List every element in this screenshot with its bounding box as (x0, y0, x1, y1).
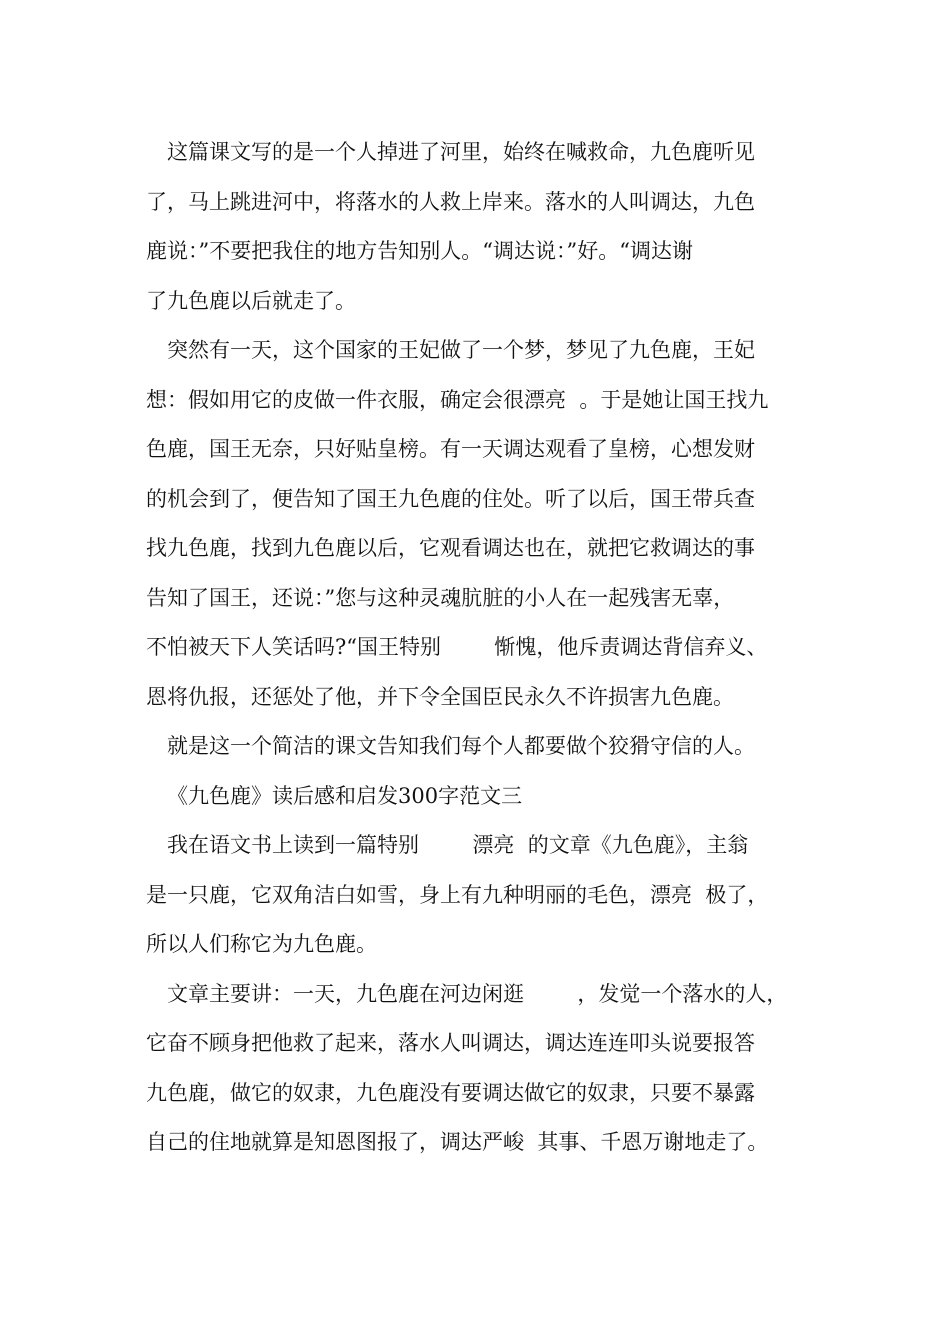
text-line: 它奋不顾身把他救了起来，落水人叫调达，调达连连叩头说要报答 (146, 1031, 755, 1055)
text-line: 突然有一天，这个国家的王妃做了一个梦，梦见了九色鹿，王妃 (167, 338, 755, 362)
paragraph-summary (146, 970, 826, 1168)
text-line: 就是这一个简洁的课文告知我们每个人都要做个狡猾守信的人。 (167, 734, 755, 758)
document-body (146, 128, 826, 1168)
text-line: 了，马上跳进河中，将落水的人救上岸来。落水的人叫调达，九色 (146, 189, 755, 214)
text-line: 色鹿，国王无奈，只好贴皇榜。有一天调达观看了皇榜，心想发财 (146, 437, 755, 461)
paragraph-lesson (146, 722, 826, 772)
paragraph-intro-article (146, 821, 826, 970)
section-heading (146, 772, 826, 822)
text-line: 鹿说：”不要把我住的地方告知别人。“调达说：”好。“调达谢 (146, 239, 693, 263)
text-line: 找九色鹿，找到九色鹿以后，它观看调达也在，就把它救调达的事 (146, 536, 755, 560)
text-line: 告知了国王，还说：”您与这种灵魂肮脏的小人在一起残害无辜， (146, 585, 735, 610)
text-line: 不怕被天下人笑话吗?“国王特别 惭愧，他斥责调达背信弃义、 (146, 635, 768, 659)
paragraph-rescue (146, 128, 826, 326)
text-line: 了九色鹿以后就走了。 (146, 288, 356, 313)
paragraph-queen-dream (146, 326, 826, 722)
text-line: 想：假如用它的皮做一件衣服，确定会很漂亮 。于是她让国王找九 (146, 387, 769, 412)
text-line: 我在语文书上读到一篇特别 漂亮 的文章《九色鹿》，主翁 (167, 833, 749, 857)
text-line: 的机会到了，便告知了国王九色鹿的住处。听了以后，国王带兵查 (146, 486, 755, 511)
text-line: 这篇课文写的是一个人掉进了河里，始终在喊救命，九色鹿听见 (167, 140, 755, 164)
text-line: 自己的住地就算是知恩图报了，调达严峻 其事、千恩万谢地走了。 (146, 1130, 769, 1154)
text-line: 恩将仇报，还惩处了他，并下令全国臣民永久不许损害九色鹿。 (146, 684, 734, 709)
text-line: 九色鹿，做它的奴隶，九色鹿没有要调达做它的奴隶，只要不暴露 (146, 1080, 755, 1105)
text-line: 文章主要讲：一天，九色鹿在河边闲逛 ，发觉一个落水的人， (167, 981, 788, 1006)
text-line: 是一只鹿，它双角洁白如雪，身上有九种明丽的毛色，漂亮 极了， (146, 882, 769, 907)
text-line: 所以人们称它为九色鹿。 (146, 932, 377, 956)
text-line: 《九色鹿》读后感和启发300字范文三 (167, 783, 523, 808)
